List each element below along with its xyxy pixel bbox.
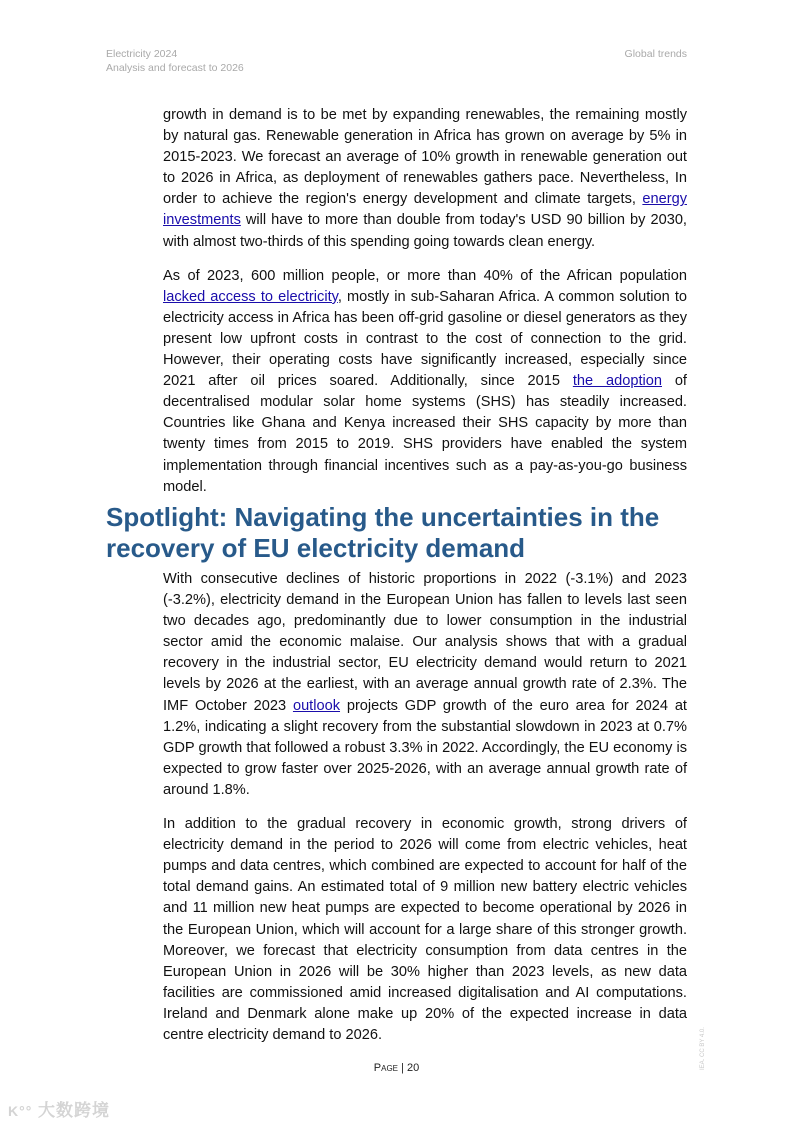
body-upper xyxy=(163,105,687,511)
body-lower xyxy=(163,569,687,1059)
report-title: Electricity 2024 xyxy=(106,48,178,60)
license-note: IEA. CC BY 4.0. xyxy=(700,1027,706,1070)
watermark-text: 大数跨境 xyxy=(38,1101,111,1120)
link-outlook[interactable]: outlook xyxy=(292,697,341,714)
text: growth in demand is to be met by expanding renewables, the remaining mostly by natural gas. Renewable generation in Africa has grown on average by 5% in 2015-2023. We forecast an average of 10% growth in renewable generation out to 2026 in Africa, as deployment of renewables gathers pace. Nevertheless, In order to achieve the region's energy development and climate targets, xyxy=(163,107,687,208)
page-label: Page xyxy=(373,1062,398,1074)
report-subtitle: Analysis and forecast to 2026 xyxy=(106,62,244,74)
paragraph-africa-access xyxy=(163,266,687,498)
text: , mostly in sub-Saharan Africa. A common solution to electricity access in Africa has been off-grid gasoline or diesel generators as they present low upfront costs in contrast to the cost of connection to the grid. However, their operating costs have significantly increased, especially since 2021 after oil prices soared. Additionally, since 2015 xyxy=(163,288,687,390)
paragraph-africa-renewables xyxy=(163,105,687,253)
paragraph-eu-decline xyxy=(163,569,687,801)
separator: | xyxy=(398,1062,407,1074)
link-energy-investments[interactable]: energy investments xyxy=(163,191,687,229)
watermark-logo: K°° 大数跨境 xyxy=(8,1101,111,1120)
page-number: 20 xyxy=(406,1062,420,1074)
text: With consecutive declines of historic proportions in 2022 (-3.1%) and 2023 (-3.2%), electricity demand in the European Union has fallen to levels last seen two decades ago, predominantly due to lower consumption in the industrial sector amid the economic malaise. Our analysis shows that with a gradual recovery in the industrial sector, EU electricity demand would return to 2021 levels by 2026 at the earliest, with an average annual growth rate of 2.3%. The IMF October 2023 xyxy=(163,571,687,714)
text: of decentralised modular solar home systems (SHS) has steadily increased. Countries like Ghana and Kenya increased their SHS capacity by more than twenty times from 2015 to 2019. SHS providers have enabled the system implementation through financial incentives such as a pay-as-you-go business model. xyxy=(163,373,687,495)
section-heading: Spotlight: Navigating the uncertainties in the recovery of EU electricity demand xyxy=(106,502,660,563)
link-the-adoption[interactable]: the adoption xyxy=(572,373,662,390)
text: projects GDP growth of the euro area for 2024 at 1.2%, indicating a slight recovery from the substantial slowdown in 2023 at 0.7% GDP growth that followed a robust 3.3% in 2022. Accordingly, the EU economy is expected to grow faster over 2025-2026, with an average annual growth rate of around 1.8%. xyxy=(163,697,687,798)
text: will have to more than double from today's USD 90 billion by 2030, with almost two-thirds of this spending going towards clean energy. xyxy=(163,212,687,250)
running-header-left xyxy=(106,47,244,75)
paragraph-eu-drivers: In addition to the gradual recovery in economic growth, strong drivers of electricity demand in the period to 2026 will come from electric vehicles, heat pumps and data centres, which combined are expected to account for half of the total demand gains. An estimated total of 9 million new battery electric vehicles and 11 million new heat pumps are expected to become operational by 2026 in the European Union, which will account for a large share of this stronger growth. Moreover, we forecast that electricity consumption from data centres in the European Union in 2026 will be 30% higher than 2023 levels, as new data facilities are commissioned amid increased digitalisation and AI computations. Ireland and Denmark alone make up 20% of the expected increase in data centre electricity demand to 2026. xyxy=(163,816,687,1043)
page-footer xyxy=(0,1062,793,1074)
link-lacked-access[interactable]: lacked access to electricity xyxy=(163,288,338,305)
section-name: Global trends xyxy=(624,48,687,60)
text: As of 2023, 600 million people, or more than 40% of the African population xyxy=(163,267,687,284)
